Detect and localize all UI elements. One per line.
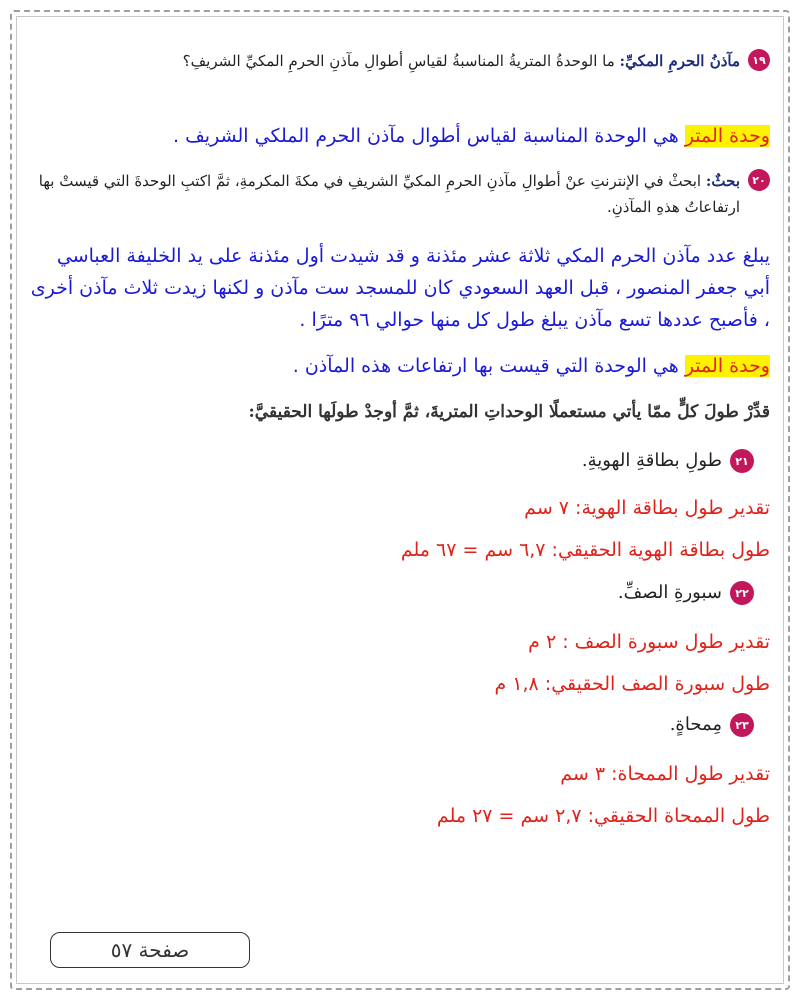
actual-text: طول سبورة الصف الحقيقي: ١,٨ م <box>494 673 770 695</box>
question-number-badge: ٢٢ <box>730 581 754 605</box>
question-body: ما الوحدةُ المتريةُ المناسبةُ لقياسِ أطوالِ مآذنِ الحرمِ المكيِّ الشريفِ؟ <box>182 52 620 70</box>
question-number-badge: ٢٣ <box>730 713 754 737</box>
answer-text: هي الوحدة التي قيست بها ارتفاعات هذه المآذن . <box>292 355 685 377</box>
answer-highlight: وحدة المتر <box>684 355 770 377</box>
question-number-badge: ١٩ <box>748 49 770 71</box>
question-text <box>183 48 740 74</box>
question-20 <box>30 168 770 220</box>
answer-highlight: وحدة المتر <box>684 125 770 147</box>
question-19 <box>30 48 770 74</box>
item-label: مِمحاةٍ. <box>669 714 722 735</box>
instruction-text: قدِّرْ طولَ كلٍّ ممّا يأتي مستعملًا الوحداتِ المتريةَ، ثمَّ أوجدْ طولَها الحقيقيَّ: <box>248 402 770 422</box>
estimate-text: تقدير طول سبورة الصف : ٢ م <box>528 631 770 653</box>
answer-19 <box>30 120 770 152</box>
worksheet-page <box>30 40 770 980</box>
item-23 <box>30 712 770 737</box>
item-label: سبورةِ الصفِّ. <box>617 582 722 603</box>
actual-text: طول الممحاة الحقيقي: ٢,٧ سم = ٢٧ ملم <box>436 805 770 827</box>
item-label: طولِ بطاقةِ الهويةِ. <box>581 450 722 471</box>
actual-text: طول بطاقة الهوية الحقيقي: ٦,٧ سم = ٦٧ ملم <box>400 539 770 561</box>
question-title: بحثٌ: <box>705 172 740 190</box>
question-body: ابحثْ في الإنترنتِ عنْ أطوالِ مآذنِ الحرمِ المكيِّ الشريفِ في مكةَ المكرمةِ، ثمَّ اكتبِ الوحدةَ التي قيستْ بها ارتفاعاتُ هذهِ المآذنِ. <box>38 172 740 216</box>
answer-20 <box>30 350 770 382</box>
answer-20-paragraph: يبلغ عدد مآذن الحرم المكي ثلاثة عشر مئذنة و قد شيدت أول مئذنة على يد الخليفة العباسي أبي جعفر المنصور ، قبل العهد السعودي كان للمسجد ست مآذن و لكنها زيدت ثلاث مآذن أخرى ، فأصبح عددها تسع مآذن يبلغ طول كل منها حوالي ٩٦ مترًا . <box>30 245 770 331</box>
item-21 <box>30 448 770 473</box>
question-number-badge: ٢٠ <box>748 169 770 191</box>
question-text <box>30 168 740 220</box>
question-number-badge: ٢١ <box>730 449 754 473</box>
item-22 <box>30 580 770 605</box>
estimate-text: تقدير طول بطاقة الهوية: ٧ سم <box>524 497 770 519</box>
page-number-label: صفحة ٥٧ <box>50 932 250 968</box>
question-title: مآذنُ الحرمِ المكيِّ: <box>619 52 740 70</box>
answer-text: هي الوحدة المناسبة لقياس أطوال مآذن الحرم الملكي الشريف . <box>173 125 685 147</box>
estimate-text: تقدير طول الممحاة: ٣ سم <box>560 763 770 785</box>
